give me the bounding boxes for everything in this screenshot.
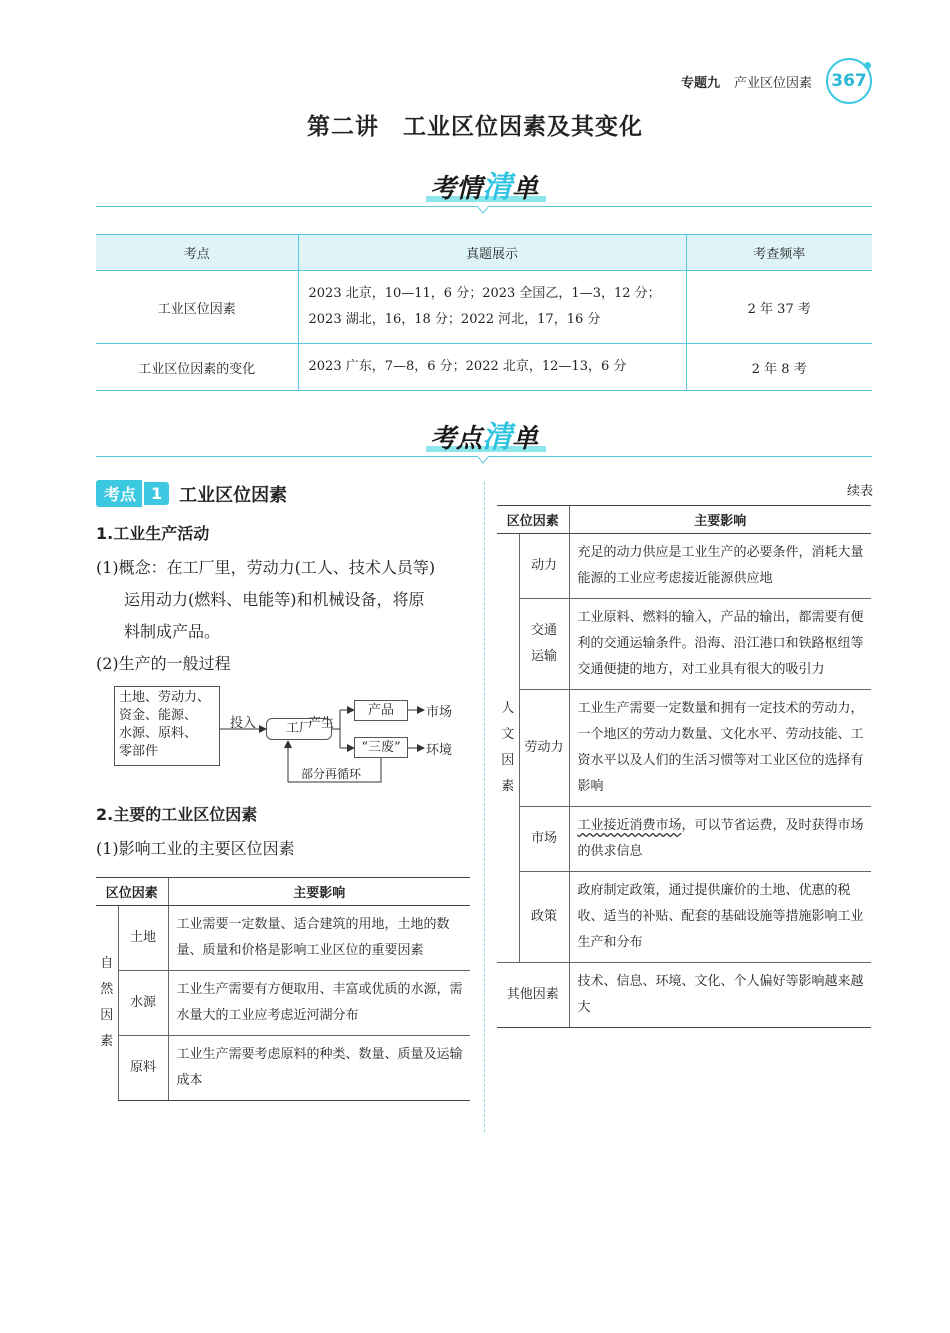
exam-freq: 2 年 37 考 xyxy=(686,271,872,344)
table-row xyxy=(497,534,871,599)
page-header xyxy=(681,58,872,104)
col-impact: 主要影响 xyxy=(569,506,871,534)
table-row xyxy=(96,971,470,1036)
factor-desc: 工业接近消费市场，可以节省运费，及时获得市场的供求信息 xyxy=(569,807,871,872)
banner-notch-icon xyxy=(477,456,489,464)
table-row xyxy=(497,690,871,807)
exam-col-exams: 真题展示 xyxy=(298,235,686,271)
factor-intro: (1)影响工业的主要区位因素 xyxy=(96,839,295,858)
page-title: 第二讲 工业区位因素及其变化 xyxy=(307,114,643,140)
exam-list: 2023 广东，7—8，6 分；2022 北京，12—13，6 分 xyxy=(298,344,686,391)
factor-name: 劳动力 xyxy=(519,690,569,807)
other-factor-name: 其他因素 xyxy=(497,963,569,1028)
right-column xyxy=(497,480,873,1028)
process-diagram xyxy=(96,686,472,792)
col-impact: 主要影响 xyxy=(168,878,470,906)
factory-box: 工厂 xyxy=(266,718,332,740)
exam-point: 工业区位因素的变化 xyxy=(96,344,298,391)
table-row xyxy=(96,1036,470,1101)
factor-name: 原料 xyxy=(118,1036,168,1101)
environment-label: 环境 xyxy=(426,743,453,758)
produce-label: 产生 xyxy=(308,716,335,731)
left-column xyxy=(96,480,472,1101)
key-point-tag: 考点 xyxy=(96,480,142,507)
chapter-label: 专题九 xyxy=(680,75,720,91)
factor-desc: 工业生产需要一定数量和拥有一定技术的劳动力，一个地区的劳动力数量、文化水平、劳动技能、工资水平以及人们的生活习惯等对工业区位的选择有影响 xyxy=(569,690,871,807)
column-divider xyxy=(484,482,485,1132)
natural-group-label: 自 然 因 素 xyxy=(96,906,118,1101)
banner-exam-info xyxy=(96,162,872,214)
exam-col-point: 考点 xyxy=(96,235,298,271)
table-row xyxy=(497,963,871,1028)
concept-line: (1)概念：在工厂里，劳动力(工人、技术人员等) xyxy=(96,558,436,577)
factor-desc: 工业生产需要有方便取用、丰富或优质的水源，需水量大的工业应考虑近河湖分布 xyxy=(168,971,470,1036)
banner-text: 考情清单 xyxy=(429,170,539,205)
section-heading-2: 2.主要的工业区位因素 xyxy=(96,805,258,824)
factor-desc: 技术、信息、环境、文化、个人偏好等影响越来越大 xyxy=(569,963,871,1028)
exam-point: 工业区位因素 xyxy=(96,271,298,344)
key-point-number: 1 xyxy=(142,482,169,505)
factor-name: 动力 xyxy=(519,534,569,599)
continued-label: 续表 xyxy=(846,484,873,499)
banner-notch-icon xyxy=(477,206,489,214)
factor-name: 水源 xyxy=(118,971,168,1036)
factor-desc: 政府制定政策，通过提供廉价的土地、优惠的税收、适当的补贴、配套的基础设施等措施影响工业生产和分布 xyxy=(569,872,871,963)
exam-table xyxy=(96,234,872,391)
exam-freq: 2 年 8 考 xyxy=(686,344,872,391)
concept-line: 料制成产品。 xyxy=(124,622,221,641)
table-row xyxy=(96,271,872,344)
human-group-label: 人 文 因 素 xyxy=(497,534,519,963)
banner-key-points xyxy=(96,412,872,464)
natural-factor-table xyxy=(96,877,470,1101)
col-factor: 区位因素 xyxy=(497,506,569,534)
factor-name: 政策 xyxy=(519,872,569,963)
market-label: 市场 xyxy=(426,705,453,720)
factor-name: 市场 xyxy=(519,807,569,872)
table-row xyxy=(96,906,470,971)
emphasis-text: 工业接近消费市场 xyxy=(577,818,682,833)
table-row xyxy=(497,807,871,872)
page-number: 367 xyxy=(831,71,867,91)
factor-desc: 充足的动力供应是工业生产的必要条件，消耗大量能源的工业应考虑接近能源供应地 xyxy=(569,534,871,599)
factor-name: 交通运输 xyxy=(519,599,569,690)
product-box: 产品 xyxy=(354,700,408,721)
factor-desc: 工业原料、燃料的输入，产品的输出，都需要有便利的交通运输条件。沿海、沿江港口和铁路枢纽等交通便捷的地方，对工业具有很大的吸引力 xyxy=(569,599,871,690)
table-row xyxy=(497,872,871,963)
section-heading-1: 1.工业生产活动 xyxy=(96,524,210,543)
page-number-badge xyxy=(826,58,872,104)
invest-label: 投入 xyxy=(230,716,257,731)
table-row xyxy=(96,344,872,391)
col-factor: 区位因素 xyxy=(96,878,168,906)
exam-list: 2023 北京，10—11，6 分；2023 全国乙，1—3，12 分；2023 湖北，16，18 分；2022 河北，17，16 分 xyxy=(298,271,686,344)
key-point-title: 工业区位因素 xyxy=(179,484,288,506)
exam-col-freq: 考查频率 xyxy=(686,235,872,271)
key-point-heading xyxy=(96,480,472,507)
table-row xyxy=(497,599,871,690)
process-label: (2)生产的一般过程 xyxy=(96,654,231,673)
concept-para xyxy=(96,552,472,680)
banner-text: 考点清单 xyxy=(429,420,539,455)
factor-desc: 工业生产需要考虑原料的种类、数量、质量及运输成本 xyxy=(168,1036,470,1101)
recycle-label: 部分再循环 xyxy=(301,767,362,781)
concept-line: 运用动力(燃料、电能等)和机械设备，将原 xyxy=(124,590,425,609)
badge-dot-icon xyxy=(864,62,871,69)
section-label: 产业区位因素 xyxy=(733,75,812,91)
inputs-box: 土地、劳动力、 资金、能源、 水源、原料、 零部件 xyxy=(114,686,220,766)
human-factor-table xyxy=(497,505,871,1028)
factor-name: 土地 xyxy=(118,906,168,971)
factor-desc: 工业需要一定数量、适合建筑的用地，土地的数量、质量和价格是影响工业区位的重要因素 xyxy=(168,906,470,971)
waste-box: “三废” xyxy=(354,737,408,758)
